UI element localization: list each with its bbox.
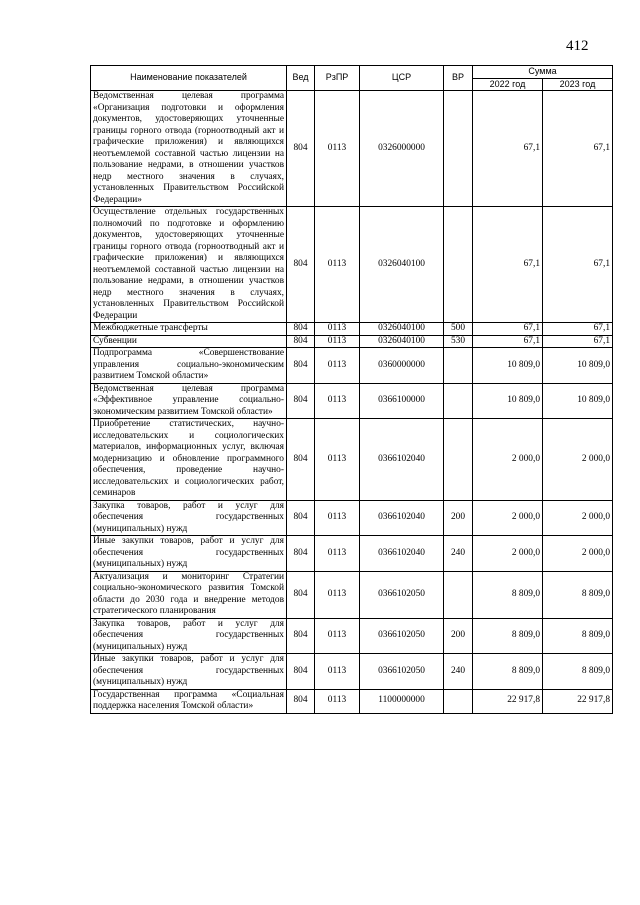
cell-name: Закупка товаров, работ и услуг для обеспечения государственных (муниципальных) нужд — [91, 500, 287, 536]
cell-csr: 0326000000 — [360, 91, 444, 207]
header-vr: ВР — [444, 66, 473, 91]
cell-csr: 0366102050 — [360, 618, 444, 654]
cell-2023: 8 809,0 — [543, 654, 613, 690]
cell-2023: 2 000,0 — [543, 536, 613, 572]
cell-name: Подпрограмма «Совершенствование управления социально-экономическим развитием Томской области» — [91, 348, 287, 384]
cell-name: Межбюджетные трансферты — [91, 323, 287, 336]
cell-ved: 804 — [287, 207, 315, 323]
cell-vr: 500 — [444, 323, 473, 336]
cell-name: Осуществление отдельных государственных полномочий по подготовке и оформлению документов, удостоверяющих уточненные границы горного отвода (горноотводный акт и графические приложения) и являющихся неотъемлемой составной частью лицензии на пользование недрами, в отношении участков недр местного значения в случаях, установленных Правительством Российской Федерации — [91, 207, 287, 323]
cell-vr — [444, 207, 473, 323]
cell-2023: 67,1 — [543, 207, 613, 323]
cell-2022: 67,1 — [473, 207, 543, 323]
cell-name: Субвенции — [91, 335, 287, 348]
cell-rzpr: 0113 — [315, 618, 360, 654]
cell-2023: 2 000,0 — [543, 500, 613, 536]
table-row — [91, 335, 613, 348]
table-row — [91, 419, 613, 501]
cell-2023: 67,1 — [543, 323, 613, 336]
cell-name: Актуализация и мониторинг Стратегии социально-экономического развития Томской области до 2030 года и внедрение методов стратегического планирования — [91, 571, 287, 618]
cell-vr — [444, 689, 473, 713]
cell-ved: 804 — [287, 348, 315, 384]
table-row — [91, 383, 613, 419]
header-name: Наименование показателей — [91, 66, 287, 91]
cell-vr — [444, 571, 473, 618]
cell-name: Закупка товаров, работ и услуг для обеспечения государственных (муниципальных) нужд — [91, 618, 287, 654]
cell-2022: 8 809,0 — [473, 618, 543, 654]
cell-rzpr: 0113 — [315, 348, 360, 384]
cell-ved: 804 — [287, 571, 315, 618]
cell-csr: 0360000000 — [360, 348, 444, 384]
cell-csr: 0366100000 — [360, 383, 444, 419]
cell-name: Приобретение статистических, научно-исследовательских и социологических материалов, информационных услуг, включая модернизацию и обновление программного обеспечения, проведение научно-исследовательских и социологических работ, семинаров — [91, 419, 287, 501]
cell-name: Ведомственная целевая программа «Эффективное управление социально-экономическим развитием Томской области» — [91, 383, 287, 419]
cell-vr: 530 — [444, 335, 473, 348]
table-row — [91, 207, 613, 323]
cell-vr: 240 — [444, 536, 473, 572]
cell-rzpr: 0113 — [315, 335, 360, 348]
cell-2022: 2 000,0 — [473, 536, 543, 572]
table-row — [91, 323, 613, 336]
cell-2023: 67,1 — [543, 91, 613, 207]
cell-vr — [444, 383, 473, 419]
cell-vr: 200 — [444, 618, 473, 654]
cell-2023: 67,1 — [543, 335, 613, 348]
table-row — [91, 618, 613, 654]
cell-ved: 804 — [287, 500, 315, 536]
cell-2022: 2 000,0 — [473, 419, 543, 501]
cell-name: Государственная программа «Социальная поддержка населения Томской области» — [91, 689, 287, 713]
cell-rzpr: 0113 — [315, 323, 360, 336]
cell-2023: 10 809,0 — [543, 348, 613, 384]
cell-name: Ведомственная целевая программа «Организация подготовки и оформления документов, удостоверяющих уточненные границы горного отвода (горноотводный акт и графические приложения) и являющихся неотъемлемой составной частью лицензии на пользование недрами, в отношении участков недр местного значения в случаях, установленных Правительством Российской Федерации» — [91, 91, 287, 207]
cell-ved: 804 — [287, 335, 315, 348]
cell-csr: 0326040100 — [360, 323, 444, 336]
cell-rzpr: 0113 — [315, 689, 360, 713]
cell-ved: 804 — [287, 419, 315, 501]
cell-2022: 8 809,0 — [473, 654, 543, 690]
table-row — [91, 689, 613, 713]
cell-2023: 8 809,0 — [543, 618, 613, 654]
table-row — [91, 536, 613, 572]
header-sum: Сумма — [473, 66, 613, 79]
cell-2023: 22 917,8 — [543, 689, 613, 713]
cell-ved: 804 — [287, 654, 315, 690]
cell-2023: 8 809,0 — [543, 571, 613, 618]
cell-ved: 804 — [287, 618, 315, 654]
cell-csr: 1100000000 — [360, 689, 444, 713]
cell-vr — [444, 419, 473, 501]
cell-vr — [444, 348, 473, 384]
cell-csr: 0366102040 — [360, 500, 444, 536]
cell-csr: 0326040100 — [360, 207, 444, 323]
cell-ved: 804 — [287, 91, 315, 207]
cell-rzpr: 0113 — [315, 383, 360, 419]
cell-2022: 22 917,8 — [473, 689, 543, 713]
cell-rzpr: 0113 — [315, 500, 360, 536]
cell-ved: 804 — [287, 323, 315, 336]
cell-rzpr: 0113 — [315, 571, 360, 618]
cell-2022: 10 809,0 — [473, 348, 543, 384]
budget-table — [90, 65, 613, 714]
cell-2023: 2 000,0 — [543, 419, 613, 501]
cell-ved: 804 — [287, 383, 315, 419]
cell-ved: 804 — [287, 689, 315, 713]
cell-name: Иные закупки товаров, работ и услуг для обеспечения государственных (муниципальных) нужд — [91, 536, 287, 572]
page-number: 412 — [566, 38, 589, 54]
cell-2022: 8 809,0 — [473, 571, 543, 618]
cell-2022: 10 809,0 — [473, 383, 543, 419]
header-ved: Вед — [287, 66, 315, 91]
cell-2022: 67,1 — [473, 335, 543, 348]
cell-rzpr: 0113 — [315, 419, 360, 501]
table-row — [91, 571, 613, 618]
cell-rzpr: 0113 — [315, 91, 360, 207]
cell-csr: 0326040100 — [360, 335, 444, 348]
cell-2022: 2 000,0 — [473, 500, 543, 536]
table-row — [91, 500, 613, 536]
cell-2022: 67,1 — [473, 91, 543, 207]
cell-rzpr: 0113 — [315, 536, 360, 572]
header-year-2023: 2023 год — [543, 78, 613, 91]
table-row — [91, 654, 613, 690]
cell-rzpr: 0113 — [315, 654, 360, 690]
cell-vr: 200 — [444, 500, 473, 536]
cell-vr: 240 — [444, 654, 473, 690]
cell-rzpr: 0113 — [315, 207, 360, 323]
cell-csr: 0366102040 — [360, 536, 444, 572]
cell-csr: 0366102040 — [360, 419, 444, 501]
cell-ved: 804 — [287, 536, 315, 572]
header-year-2022: 2022 год — [473, 78, 543, 91]
table-body — [91, 91, 613, 714]
cell-2023: 10 809,0 — [543, 383, 613, 419]
header-rzpr: РзПР — [315, 66, 360, 91]
cell-csr: 0366102050 — [360, 571, 444, 618]
cell-name: Иные закупки товаров, работ и услуг для обеспечения государственных (муниципальных) нужд — [91, 654, 287, 690]
table-row — [91, 348, 613, 384]
table-row — [91, 91, 613, 207]
cell-2022: 67,1 — [473, 323, 543, 336]
cell-vr — [444, 91, 473, 207]
cell-csr: 0366102050 — [360, 654, 444, 690]
header-csr: ЦСР — [360, 66, 444, 91]
